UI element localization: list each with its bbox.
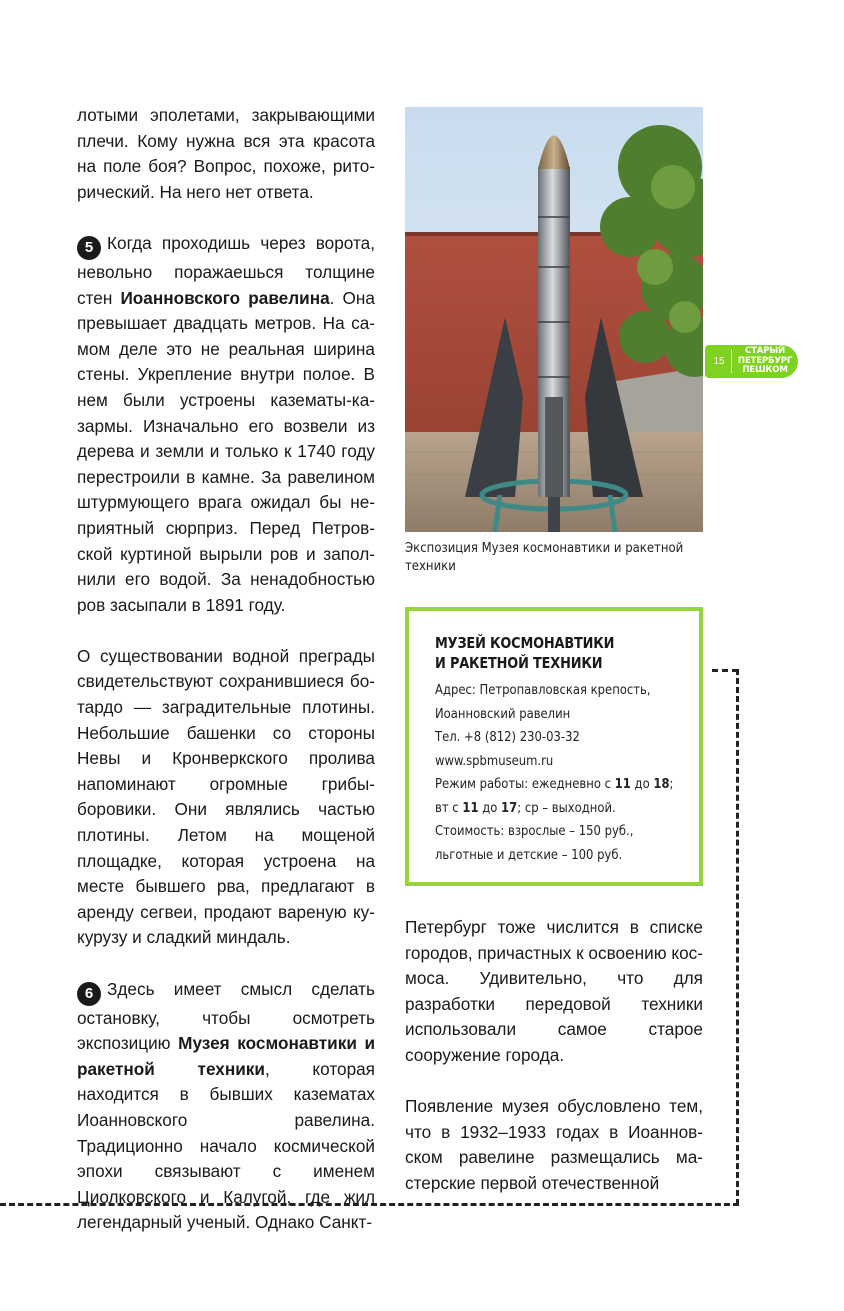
paragraph-intro: лотыми эполетами, закрывающими плечи. Кому нужна вся эта красота на поле боя? Вопрос, похоже, риторический. На него нет ответа. [77, 105, 375, 202]
paragraph-petersburg-space: Петербург тоже числится в списке городов, причастных к освоению космоса. Удивительно, что для разработки передовой техники использовали самое старое сооружение города. [405, 917, 703, 1065]
point-6-text-end: , которая находится в бывших казематах Иоанновского равелина. Традиционно начало космической эпохи связывают с именем Циолковского и Калугой, где жил легендарный ученый. Однако Санкт- [77, 1058, 375, 1233]
series-logo-line-2: ПЕТЕРБУРГ [737, 355, 793, 366]
point-5-highlight: Иоанновского равелина [120, 287, 330, 308]
tuesday-end: ; ср – выходной. [517, 799, 616, 816]
photo-caption: Экспозиция Музея космонавтики и ракетной техники [405, 541, 684, 574]
point-number-5-badge: 5 [77, 236, 101, 260]
rocket-photo [405, 107, 703, 532]
hours-label: Режим работы: ежедневно с [435, 776, 615, 792]
tab-divider [731, 350, 732, 373]
museum-address-line-2: Иоанновский равелин [435, 705, 571, 722]
museum-price-reduced: льготные и детские – 100 руб. [435, 846, 623, 863]
hours-separator: до [630, 776, 654, 792]
series-logo-line-1: СТАРЫЙ [744, 346, 785, 356]
route-dash-bottom [0, 1203, 739, 1206]
page-number: 15 [713, 356, 725, 367]
paragraph-water-barrier: О существовании водной преграды свидетельствуют сохранившиеся ботардо — заградительные плотины. Небольшие башенки со стороны Невы и Кронверкского пролива напоминают огромные грибы-боровики. Они являлись частью плотины. Летом на мощеной площадке, которая устроена на месте бывшего рва, предлагают в аренду сегвеи, продают вареную кукурузу и сладкий миндаль. [77, 645, 375, 948]
side-tab [705, 345, 798, 378]
rocket-illustration [405, 107, 703, 532]
tuesday-from: 11 [462, 799, 479, 816]
museum-phone: Тел. +8 (812) 230-03-32 [435, 729, 580, 745]
hours-to: 18 [653, 776, 670, 792]
museum-title [435, 633, 645, 673]
museum-tuesday-hours [435, 797, 645, 821]
point-5-text-end: . Она превышает двадцать метров. На самом деле это не реальная ширина стены. Укрепление внутри полое. В нем были устроены казематы-казармы. Изначально его возвели из дерева и земли и только к 1740 году перестроили в камне. За равелином штурмующего врага ожидал бы неприятный сюрприз. Перед Петровской куртиной вырыли ров и заполнили его водой. За ненадобностью ров засыпали в 1891 году. [77, 287, 375, 615]
route-dash-top [712, 669, 738, 672]
point-number-6-badge: 6 [77, 982, 101, 1006]
tuesday-label: вт с [435, 799, 463, 816]
point-5-text-start: Когда проходишь через ворота, невольно поражаешься толщине стен [77, 232, 375, 308]
museum-price-adult: Стоимость: взрослые – 150 руб., [435, 823, 634, 839]
museum-address-line-1: Адрес: Петропавловская крепость, [435, 682, 651, 698]
series-logo-line-3: ПЕШКОМ [742, 365, 788, 376]
tuesday-separator: до [478, 799, 502, 816]
museum-info-box [405, 607, 703, 886]
museum-hours [435, 773, 674, 797]
right-column [405, 915, 703, 1197]
hours-from: 11 [614, 776, 631, 792]
route-dash-right [736, 669, 739, 1205]
point-6-text-start: Здесь имеет смысл сделать остановку, чтобы осмотреть экспозицию [77, 978, 375, 1054]
paragraph-point-6 [77, 977, 375, 1236]
museum-website: www.spbmuseum.ru [435, 752, 554, 769]
point-6-highlight: Музея космонавтики и ракетной техники [77, 1033, 376, 1079]
series-logo [736, 347, 794, 376]
museum-title-line-2: И РАКЕТНОЙ ТЕХНИКИ [435, 654, 603, 672]
museum-title-line-1: МУЗЕЙ КОСМОНАВТИКИ [435, 634, 615, 652]
tuesday-to: 17 [501, 799, 518, 816]
hours-end: ; [669, 776, 674, 792]
paragraph-point-5 [77, 231, 375, 618]
left-column [77, 103, 375, 1236]
paragraph-museum-origin: Появление музея обусловлено тем, что в 1932–1933 годах в Иоанновском равелине размещались мастерские первой отечественной [405, 1096, 703, 1193]
